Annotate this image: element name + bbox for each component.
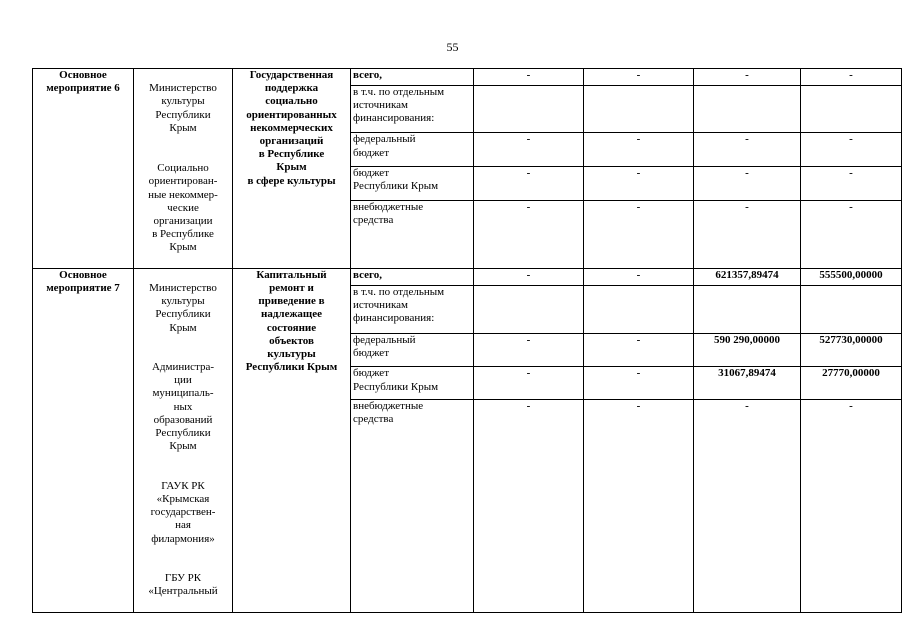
source-label: в т.ч. по отдельным источникам финансирования: [351,85,474,132]
value-cell: - [694,201,801,269]
value-cell: - [584,333,694,367]
value-cell [584,285,694,333]
table-row [33,268,902,285]
page-number: 55 [446,40,459,54]
value-cell: - [474,167,584,201]
value-cell: - [801,69,902,86]
source-label: всего, [351,69,474,86]
source-label: бюджет Республики Крым [351,167,474,201]
main-event-cell: Основное мероприятие 7 [33,268,134,612]
value-cell: - [584,69,694,86]
executors-cell [134,268,233,612]
value-cell: - [584,133,694,167]
value-cell: - [584,367,694,399]
source-label: федеральный бюджет [351,333,474,367]
value-cell: - [584,167,694,201]
source-label: бюджет Республики Крым [351,367,474,399]
value-cell: - [474,399,584,612]
value-cell: - [474,133,584,167]
executors-cell [134,69,233,269]
value-cell: 555500,00000 [801,268,902,285]
event-name-cell: Капитальный ремонт и приведение в надлежащее состояние объектов культуры Республики Крым [233,268,351,612]
source-label: всего, [351,268,474,285]
executor-text: Министерство культуры Республики Крым [149,82,217,134]
value-cell: - [474,268,584,285]
value-cell: - [801,399,902,612]
source-label: в т.ч. по отдельным источникам финансирования: [351,285,474,333]
value-cell: - [584,268,694,285]
source-label: федеральный бюджет [351,133,474,167]
value-cell [584,85,694,132]
value-cell [801,85,902,132]
executor-text: ГАУК РК «Крымская государствен- ная филармония» [150,479,216,545]
executor-text: Министерство культуры Республики Крым [149,282,217,334]
value-cell: 621357,89474 [694,268,801,285]
value-cell: - [801,133,902,167]
value-cell: 27770,00000 [801,367,902,399]
value-cell [694,285,801,333]
value-cell: - [474,69,584,86]
table-row [33,69,902,86]
budget-table [32,68,902,613]
value-cell: - [801,167,902,201]
value-cell: - [694,69,801,86]
value-cell: - [584,201,694,269]
value-cell: - [474,333,584,367]
event-name-cell: Государственная поддержка социально ориентированных некоммерческих организаций в Республике Крым в сфере культуры [233,69,351,269]
value-cell [474,85,584,132]
executor-text: ГБУ РК «Центральный [148,571,218,598]
value-cell: - [694,133,801,167]
executor-text: Социально ориентирован- ные некоммер- ческие организации в Республике Крым [148,162,218,254]
executor-text: Администра- ции муниципаль- ных образований Республики Крым [151,361,215,453]
value-cell: - [584,399,694,612]
value-cell [801,285,902,333]
value-cell [474,285,584,333]
value-cell [694,85,801,132]
value-cell: - [801,201,902,269]
value-cell: - [694,399,801,612]
value-cell: 527730,00000 [801,333,902,367]
source-label: внебюджетные средства [351,399,474,612]
main-event-cell: Основное мероприятие 6 [33,69,134,269]
value-cell: - [694,167,801,201]
value-cell: 590 290,00000 [694,333,801,367]
value-cell: - [474,367,584,399]
value-cell: 31067,89474 [694,367,801,399]
source-label: внебюджетные средства [351,201,474,269]
value-cell: - [474,201,584,269]
